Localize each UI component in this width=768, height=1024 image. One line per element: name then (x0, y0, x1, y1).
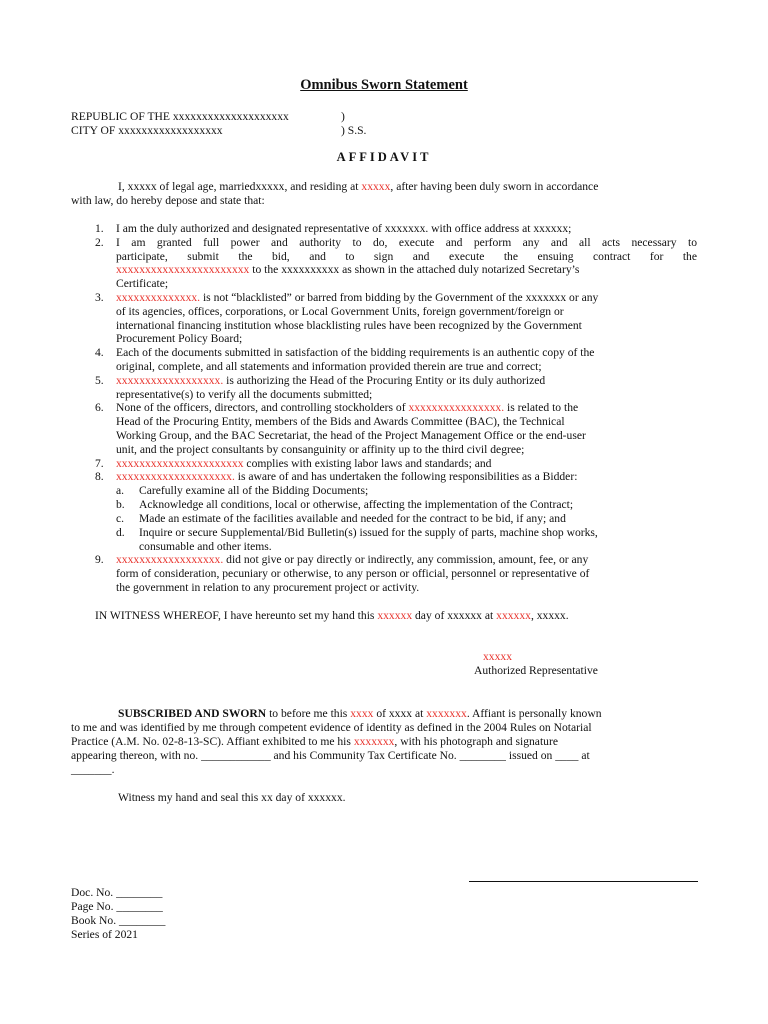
jurat-text-a: to before me this (266, 707, 351, 720)
item-1-number: 1. (95, 222, 104, 235)
item-8 (116, 470, 577, 484)
venue-ss: ) S.S. (341, 124, 367, 137)
jurat-text-c: . Affiant is personally known (466, 707, 602, 720)
item-3-number: 3. (95, 291, 104, 304)
item-2-line-3-text: to the xxxxxxxxxx as shown in the attached duly notarized Secretary’s (249, 263, 580, 276)
jurat-line-5: _______. (71, 763, 115, 776)
intro-text-b: , after having been duly sworn in accordance (390, 180, 599, 193)
witness-text-b: day of xxxxxx at (412, 609, 497, 622)
item-6-number: 6. (95, 401, 104, 414)
jurat-day: xxxx (350, 707, 374, 720)
signatory-role: Authorized Representative (474, 664, 598, 677)
item-3-line-3: international financing institution whose blacklisting rules have been recognized by the Government (116, 319, 582, 332)
item-3-line-2: of its agencies, offices, corporations, or Local Government Units, foreign government/foreign or (116, 305, 564, 318)
item-4-line-2: original, complete, and all statements and information provided therein are true and correct; (116, 360, 542, 373)
book-no: Book No. ________ (71, 914, 166, 927)
item-5-line-1-text: is authorizing the Head of the Procuring Entity or its duly authorized (223, 374, 546, 387)
jurat-text-b: of xxxx at (373, 707, 427, 720)
jurat-text-e: , with his photograph and signature (394, 735, 558, 748)
notary-signature-line (469, 881, 698, 882)
jurat-place: xxxxxxx (426, 707, 467, 720)
jurat-id: xxxxxxx (353, 735, 395, 748)
item-6-line-1 (116, 401, 578, 415)
jurat-line-4: appearing thereon, with no. ____________ and his Community Tax Certificate No. ________ issued on ____ at (71, 749, 590, 762)
item-5-line-2: representative(s) to verify all the documents submitted; (116, 388, 373, 401)
item-2-project: xxxxxxxxxxxxxxxxxxxxxxx (116, 263, 250, 276)
item-6-line-3: Working Group, and the BAC Secretariat, the head of the Project Management Office or the end-user (116, 429, 586, 442)
intro-residence: xxxxx (361, 180, 391, 193)
signatory-name: xxxxx (483, 650, 512, 663)
item-6-line-4: unit, and the project consultants by consanguinity or affinity up to the third civil degree; (116, 443, 525, 456)
item-3-line-4: Procurement Policy Board; (116, 332, 243, 345)
intro-line-2: with law, do hereby depose and state that: (71, 194, 265, 207)
jurat-line-2: to me and was identified by me through competent evidence of identity as defined in the 2004 Rules on Notarial (71, 721, 592, 734)
item-7-text: complies with existing labor laws and standards; and (243, 457, 492, 470)
jurat-line-3 (71, 735, 558, 749)
item-7-bidder: xxxxxxxxxxxxxxxxxxxxxx (116, 457, 244, 470)
witness-text-c: , xxxxx. (530, 609, 569, 622)
item-6-bidder: xxxxxxxxxxxxxxxx. (408, 401, 505, 414)
item-3-line-1 (116, 291, 598, 305)
jurat-heading: SUBSCRIBED AND SWORN (118, 707, 267, 720)
item-9-line-3: the government in relation to any procurement project or activity. (116, 581, 420, 594)
subitem-d-line-1: Inquire or secure Supplemental/Bid Bulletin(s) issued for the supply of parts, machine shop works, (139, 526, 598, 539)
item-9-number: 9. (95, 553, 104, 566)
venue-republic: REPUBLIC OF THE xxxxxxxxxxxxxxxxxxxx (71, 110, 289, 123)
item-1: I am the duly authorized and designated representative of xxxxxxx. with office address at xxxxxx; (116, 222, 572, 235)
item-8-bidder: xxxxxxxxxxxxxxxxxxxx. (116, 470, 235, 483)
item-6-line-2: Head of the Procuring Entity, members of the Bids and Awards Committee (BAC), the Technical (116, 415, 565, 428)
witness-place: xxxxxx (496, 609, 531, 622)
affidavit-heading: AFFIDAVIT (336, 150, 432, 164)
item-5-bidder: xxxxxxxxxxxxxxxxxx. (116, 374, 224, 387)
item-5-number: 5. (95, 374, 104, 387)
witness-text-a: IN WITNESS WHEREOF, I have hereunto set my hand this (95, 609, 378, 622)
doc-no: Doc. No. ________ (71, 886, 163, 899)
subitem-a: Carefully examine all of the Bidding Documents; (139, 484, 369, 497)
item-3-bidder: xxxxxxxxxxxxxx. (116, 291, 201, 304)
item-4-number: 4. (95, 346, 104, 359)
subitem-c: Made an estimate of the facilities available and needed for the contract to be bid, if any; and (139, 512, 566, 525)
subitem-c-letter: c. (116, 512, 125, 525)
item-9-bidder: xxxxxxxxxxxxxxxxxx. (116, 553, 224, 566)
subitem-d-line-2: consumable and other items. (139, 540, 272, 553)
item-4-line-1: Each of the documents submitted in satisfaction of the bidding requirements is an authentic copy of the (116, 346, 595, 359)
jurat-line-1 (118, 707, 602, 721)
series: Series of 2021 (71, 928, 138, 941)
item-5-line-1 (116, 374, 545, 388)
subitem-d-letter: d. (116, 526, 125, 539)
item-9-line-1 (116, 553, 588, 567)
page-no: Page No. ________ (71, 900, 163, 913)
item-2-line-1: I am granted full power and authority to do, execute and perform any and all acts necessary to (116, 236, 697, 249)
item-9-line-2: form of consideration, pecuniary or otherwise, to any person or official, personnel or representative of (116, 567, 590, 580)
document-title: Omnibus Sworn Statement (300, 77, 468, 93)
jurat-text-d: Practice (A.M. No. 02-8-13-SC). Affiant exhibited to me his (71, 735, 354, 748)
subitem-b: Acknowledge all conditions, local or otherwise, affecting the implementation of the Contract; (139, 498, 574, 511)
item-6-line-1-text-b: is related to the (504, 401, 579, 414)
item-2-line-4: Certificate; (116, 277, 169, 290)
item-6-line-1-text: None of the officers, directors, and controlling stockholders of (116, 401, 409, 414)
item-3-line-1-text: is not “blacklisted” or barred from bidding by the Government of the xxxxxxx or any (200, 291, 599, 304)
intro-text-a: I, xxxxx of legal age, marriedxxxxx, and residing at (118, 180, 359, 193)
subitem-a-letter: a. (116, 484, 125, 497)
venue-city: CITY OF xxxxxxxxxxxxxxxxxx (71, 124, 223, 137)
item-8-text: is aware of and has undertaken the following responsibilities as a Bidder: (234, 470, 578, 483)
item-7-number: 7. (95, 457, 104, 470)
witness-clause (95, 609, 569, 623)
item-9-line-1-text: did not give or pay directly or indirectly, any commission, amount, fee, or any (223, 553, 589, 566)
venue-republic-paren: ) (341, 110, 345, 123)
item-2-number: 2. (95, 236, 104, 249)
item-2-line-3 (116, 263, 579, 277)
item-2-line-2: participate, submit the bid, and to sign and execute the ensuing contract for the (116, 250, 697, 263)
item-7 (116, 457, 491, 471)
item-8-number: 8. (95, 470, 104, 483)
subitem-b-letter: b. (116, 498, 125, 511)
witness-day: xxxxxx (377, 609, 413, 622)
witness-seal: Witness my hand and seal this xx day of xxxxxx. (118, 791, 346, 804)
intro-line-1 (118, 180, 598, 194)
